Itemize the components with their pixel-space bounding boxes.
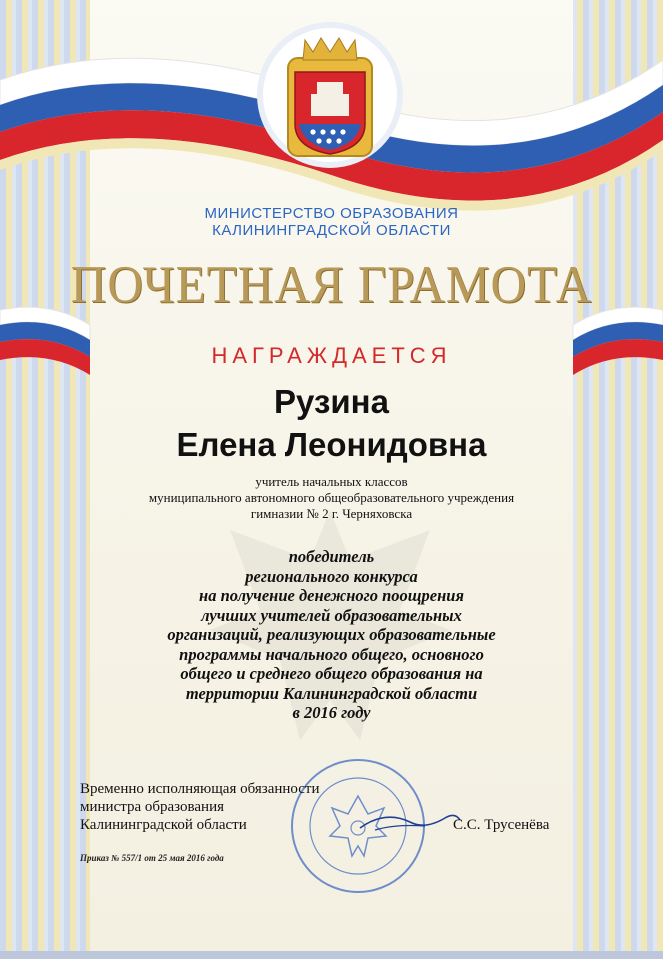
achievement-line: общего и среднего общего образования на xyxy=(180,664,483,683)
achievement-text xyxy=(0,547,663,723)
coat-of-arms-emblem xyxy=(255,20,405,170)
recipient-given-names: Елена Леонидовна xyxy=(176,426,487,463)
achievement-line: программы начального общего, основного xyxy=(179,644,484,664)
ministry-line-1: МИНИСТЕРСТВО ОБРАЗОВАНИЯ xyxy=(204,205,459,222)
achievement-line: победитель xyxy=(288,547,375,566)
ministry-line-2: КАЛИНИНГРАДСКОЙ ОБЛАСТИ xyxy=(212,222,451,239)
signer-title xyxy=(80,780,320,834)
signer-line-3: Калининградской области xyxy=(80,817,247,833)
achievement-line: регионального конкурса xyxy=(245,566,418,586)
achievement-line: лучших учителей образовательных xyxy=(201,605,462,625)
achievement-line: территории Калининградской области xyxy=(185,683,478,703)
ministry-name xyxy=(0,205,663,239)
position-line-1: учитель начальных классов xyxy=(255,474,408,489)
scan-bottom-edge xyxy=(0,951,663,959)
recipient-name xyxy=(0,380,663,466)
signer-line-2: министра образования xyxy=(80,799,225,815)
signer-name: С.С. Трусенёва xyxy=(453,817,550,833)
recipient-surname: Рузина xyxy=(274,383,389,420)
awarded-label: НАГРАЖДАЕТСЯ xyxy=(211,343,452,368)
certificate-title: ПОЧЕТНАЯ ГРАМОТА xyxy=(70,256,593,314)
position-line-3: гимназии № 2 г. Черняховска xyxy=(250,506,413,521)
order-reference: Приказ № 557/1 от 25 мая 2016 года xyxy=(80,853,224,863)
achievement-line: в 2016 году xyxy=(292,703,371,722)
position-line-2: муниципального автономного общеобразовательного учреждения xyxy=(148,490,515,505)
achievement-line: организаций, реализующих образовательные xyxy=(167,625,496,644)
signature-mark xyxy=(355,800,465,840)
signer-line-1: Временно исполняющая обязанности xyxy=(80,781,320,797)
achievement-line: на получение денежного поощрения xyxy=(199,586,464,605)
recipient-position xyxy=(0,474,663,522)
